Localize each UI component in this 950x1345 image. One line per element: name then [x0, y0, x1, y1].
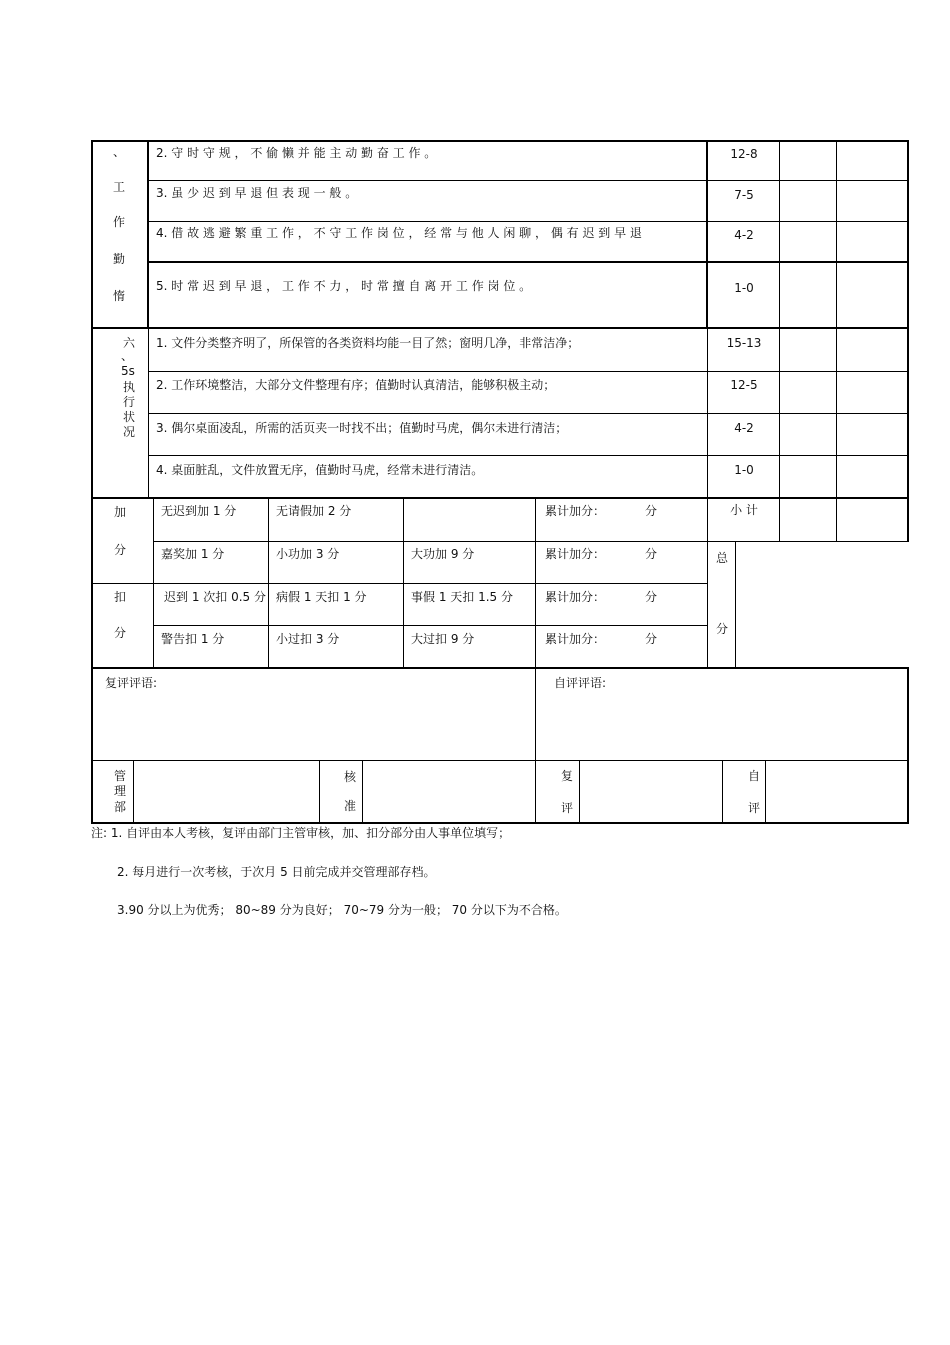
border-bottom [91, 822, 909, 824]
deduct-sum-label: 累计加分： [545, 632, 606, 646]
self-sign-label: 自 [748, 769, 761, 783]
divider [535, 669, 536, 761]
self-comment-label: 自评评语: [554, 676, 607, 690]
bonus-item: 大功加 9 分 [411, 547, 475, 561]
fives-section-label: 、 [121, 349, 134, 363]
criteria-text: 2. 守 时 守 规 ， 不 偷 懒 并 能 主 动 勤 奋 工 作 。 [156, 146, 437, 160]
divider [722, 761, 723, 823]
mgmt-label: 理 [114, 784, 127, 798]
mgmt-label: 管 [114, 769, 127, 783]
criteria-text: 5. 时 常 迟 到 早 退 ， 工 作 不 力 ， 时 常 擅 自 离 开 工 作 岗 位 。 [156, 279, 532, 293]
criteria-text: 1. 文件分类整齐明了，所保管的各类资料均能一目了然；窗明几净，非常洁净； [156, 336, 580, 350]
divider [147, 140, 149, 328]
total-label: 分 [716, 622, 729, 636]
attendance-section-label: 惰 [113, 289, 126, 303]
divider [535, 761, 536, 823]
bonus-item: 嘉奖加 1 分 [161, 547, 225, 561]
divider [148, 371, 909, 372]
divider [91, 667, 909, 669]
divider [765, 761, 766, 823]
criteria-text: 3. 偶尔桌面凌乱，所需的活页夹一时找不出；值勤时马虎，偶尔未进行清洁； [156, 421, 568, 435]
score-range: 4-2 [734, 421, 754, 435]
self-sign-label: 评 [748, 801, 761, 815]
criteria-text: 4. 借 故 逃 避 繁 重 工 作 ， 不 守 工 作 岗 位 ， 经 常 与 他 人 闲 聊 ， 偶 有 迟 到 早 退 [156, 226, 642, 240]
score-range: 1-0 [734, 463, 754, 477]
divider [153, 541, 909, 542]
subtotal-label: 小 计 [730, 503, 758, 517]
review-sign-label: 评 [561, 801, 574, 815]
attendance-section-label: 、 [113, 145, 126, 159]
divider [836, 328, 837, 542]
border-right-upper [907, 140, 909, 542]
note-line: 注: 1. 自评由本人考核，复评由部门主管审核，加、扣分部分由人事单位填写； [91, 826, 511, 840]
deduct-item: 大过扣 9 分 [411, 632, 475, 646]
bonus-item: 小功加 3 分 [276, 547, 340, 561]
attendance-section-label: 工 [113, 180, 126, 194]
note-line: 3.90 分以上为优秀； 80~89 分为良好； 70~79 分为一般； 70 分以下为不合格。 [117, 903, 567, 917]
divider [319, 761, 320, 823]
score-range: 12-8 [730, 147, 758, 161]
bonus-sum-unit: 分 [645, 504, 658, 518]
fives-section-label: 六 [123, 336, 136, 350]
divider [148, 180, 909, 181]
border-left [91, 140, 93, 824]
score-range: 7-5 [734, 188, 754, 202]
note-line: 2. 每月进行一次考核，于次月 5 日前完成并交管理部存档。 [117, 865, 436, 879]
deduct-label: 扣 [114, 590, 127, 604]
border-right-lower [907, 669, 909, 824]
deduct-sum-unit: 分 [645, 632, 658, 646]
deduct-item: 警告扣 1 分 [161, 632, 225, 646]
bonus-item: 无请假加 2 分 [276, 504, 352, 518]
divider [133, 761, 134, 823]
bonus-item: 无迟到加 1 分 [161, 504, 237, 518]
divider [91, 497, 909, 499]
bonus-label: 分 [114, 543, 127, 557]
deduct-label: 分 [114, 626, 127, 640]
mgmt-label: 部 [114, 800, 127, 814]
attendance-section-label: 作 [113, 215, 126, 229]
score-range: 4-2 [734, 228, 754, 242]
criteria-text: 2. 工作环境整洁，大部分文件整理有序；值勤时认真清洁，能够积极主动； [156, 378, 556, 392]
deduct-item: 事假 1 天扣 1.5 分 [411, 590, 513, 604]
divider [362, 761, 363, 823]
divider [91, 583, 708, 584]
fives-section-label: 况 [123, 425, 136, 439]
criteria-text: 4. 桌面脏乱，文件放置无序，值勤时马虎，经常未进行清洁。 [156, 463, 484, 477]
bonus-label: 加 [114, 505, 127, 519]
deduct-sum-unit: 分 [645, 590, 658, 604]
fives-section-label: 状 [123, 410, 136, 424]
bonus-sum-label: 累计加分： [545, 547, 606, 561]
score-range: 15-13 [726, 336, 762, 350]
border-top [91, 140, 909, 142]
review-comment-label: 复评评语: [105, 676, 158, 690]
divider [91, 327, 909, 329]
criteria-text: 3. 虽 少 迟 到 早 退 但 表 现 一 般 。 [156, 186, 358, 200]
approve-label: 核 [344, 770, 357, 784]
fives-section-label: 行 [123, 395, 136, 409]
attendance-section-label: 勤 [113, 252, 126, 266]
divider [91, 760, 909, 761]
bonus-sum-unit: 分 [645, 547, 658, 561]
divider [148, 413, 909, 414]
divider [579, 761, 580, 823]
fives-section-label: 5s [121, 364, 135, 378]
bonus-sum-label: 累计加分： [545, 504, 606, 518]
deduct-item: 小过扣 3 分 [276, 632, 340, 646]
total-label: 总 [716, 551, 729, 565]
divider [153, 625, 708, 626]
divider [148, 455, 909, 456]
divider [836, 140, 837, 328]
score-range: 12-5 [730, 378, 758, 392]
fives-section-label: 执 [123, 380, 136, 394]
score-range: 1-0 [734, 281, 754, 295]
deduct-item: 迟到 1 次扣 0.5 分 [164, 590, 266, 604]
deduct-item: 病假 1 天扣 1 分 [276, 590, 367, 604]
divider [735, 542, 736, 668]
review-sign-label: 复 [561, 769, 574, 783]
approve-label: 准 [344, 799, 357, 813]
divider [148, 261, 909, 263]
deduct-sum-label: 累计加分： [545, 590, 606, 604]
divider [148, 221, 909, 222]
